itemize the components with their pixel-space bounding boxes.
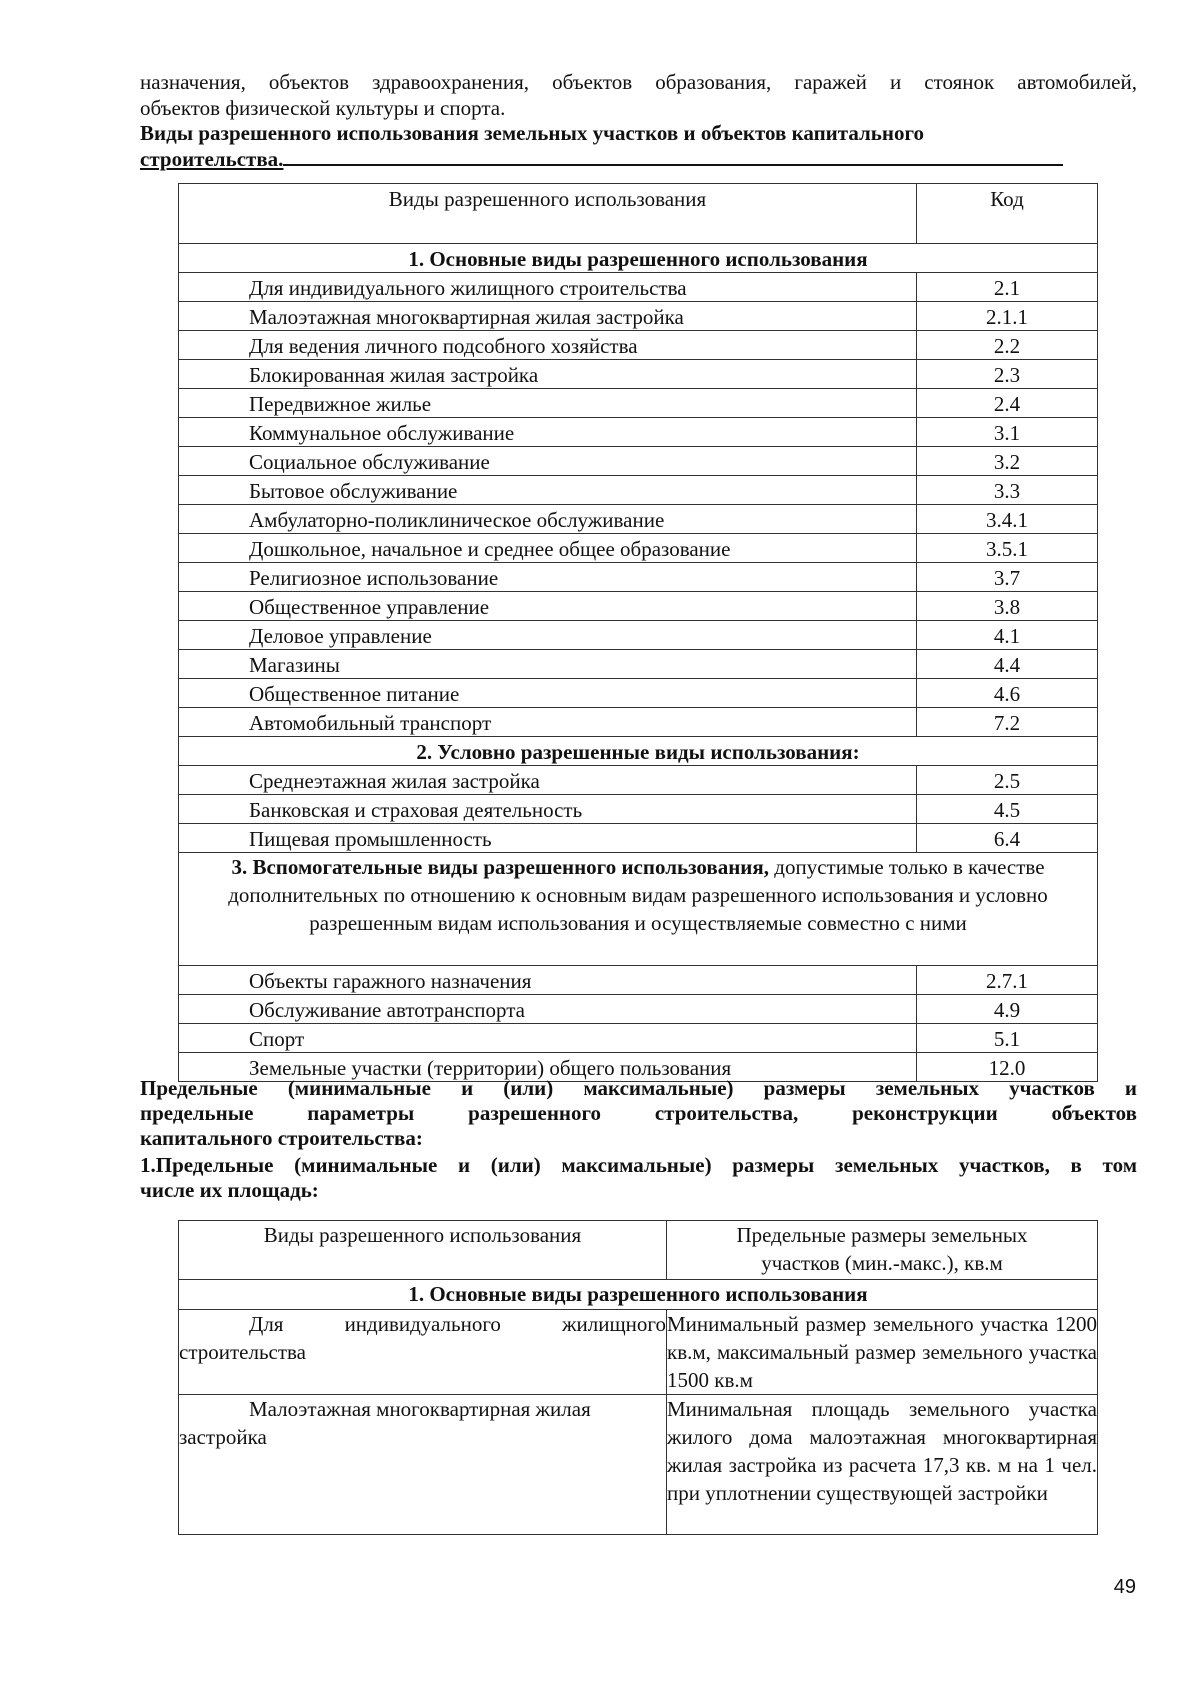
- column-header-uses: Виды разрешенного использования: [179, 184, 917, 244]
- heading-underline-fill: [283, 146, 1063, 166]
- use-code: 6.4: [917, 824, 1098, 853]
- section-title-main: 1. Основные виды разрешенного использования: [179, 244, 1098, 273]
- use-name: Для индивидуального жилищного строительства: [179, 1310, 667, 1395]
- table-row: [179, 621, 1098, 650]
- use-name: Банковская и страховая деятельность: [179, 795, 917, 824]
- permitted-uses-table: [178, 183, 1098, 1082]
- table-header-row: [179, 1221, 1098, 1280]
- table-row: [179, 795, 1098, 824]
- use-name: Магазины: [179, 650, 917, 679]
- use-code: 2.1.1: [917, 302, 1098, 331]
- use-name: Пищевая промышленность: [179, 824, 917, 853]
- use-code: 3.3: [917, 476, 1098, 505]
- section-row-main: [179, 1280, 1098, 1310]
- page-number: 49: [1113, 1576, 1136, 1598]
- table-header-row: [179, 184, 1098, 244]
- use-name: Бытовое обслуживание: [179, 476, 917, 505]
- table-row: [179, 418, 1098, 447]
- heading-permitted-uses-line-1: Виды разрешенного использования земельных участков и объектов капитального: [140, 121, 925, 145]
- use-code: 4.5: [917, 795, 1098, 824]
- section-title-auxiliary-rest: допустимые только в качестве дополнительных по отношению к основным видам разрешенного использования и условно разрешенным видам использования и осуществляемые совместно с ними: [228, 855, 1048, 935]
- use-code: 5.1: [917, 1024, 1098, 1053]
- table-row: [179, 389, 1098, 418]
- table-row: [179, 592, 1098, 621]
- intro-line-2: объектов физической культуры и спорта.: [140, 96, 506, 120]
- column-header-sizes-line-1: Предельные размеры земельных: [736, 1223, 1028, 1247]
- section-title-auxiliary-bold: 3. Вспомогательные виды разрешенного использования,: [231, 855, 770, 879]
- use-name: Деловое управление: [179, 621, 917, 650]
- use-code: 3.2: [917, 447, 1098, 476]
- plot-sizes-table: [178, 1220, 1098, 1535]
- use-code: 3.1: [917, 418, 1098, 447]
- table-row: [179, 679, 1098, 708]
- heading-plot-sizes-line-1: 1.Предельные (минимальные и (или) максимальные) размеры земельных участков, в том: [140, 1153, 1137, 1177]
- use-code: 4.4: [917, 650, 1098, 679]
- column-header-uses: Виды разрешенного использования: [179, 1221, 667, 1280]
- section-row-conditional: [179, 737, 1098, 766]
- section-row-auxiliary: [179, 853, 1098, 966]
- use-code: 2.2: [917, 331, 1098, 360]
- heading-plot-sizes-line-2: числе их площадь:: [140, 1178, 319, 1202]
- section-title-main: 1. Основные виды разрешенного использования: [179, 1280, 1098, 1310]
- column-header-sizes-line-2: участков (мин.-макс.), кв.м: [761, 1251, 1003, 1275]
- use-code: 4.9: [917, 995, 1098, 1024]
- use-name: Общественное питание: [179, 679, 917, 708]
- use-name: Земельные участки (территории) общего пользования: [179, 1053, 917, 1082]
- use-name: Дошкольное, начальное и среднее общее образование: [179, 534, 917, 563]
- use-name: Общественное управление: [179, 592, 917, 621]
- column-header-sizes: [667, 1221, 1098, 1280]
- use-name: Амбулаторно-поликлиническое обслуживание: [179, 505, 917, 534]
- use-code: 3.4.1: [917, 505, 1098, 534]
- table-row: [179, 708, 1098, 737]
- use-name: Социальное обслуживание: [179, 447, 917, 476]
- use-code: 2.1: [917, 273, 1098, 302]
- use-code: 4.1: [917, 621, 1098, 650]
- use-code: 12.0: [917, 1053, 1098, 1082]
- use-code: 3.7: [917, 563, 1098, 592]
- table-row: [179, 302, 1098, 331]
- table-row: [179, 447, 1098, 476]
- use-name: Религиозное использование: [179, 563, 917, 592]
- use-name: Для ведения личного подсобного хозяйства: [179, 331, 917, 360]
- table-row: [179, 505, 1098, 534]
- use-name: Среднеэтажная жилая застройка: [179, 766, 917, 795]
- use-name: Малоэтажная многоквартирная жилая застройка: [179, 1395, 667, 1535]
- use-name: Коммунальное обслуживание: [179, 418, 917, 447]
- use-code: 4.6: [917, 679, 1098, 708]
- table-row: [179, 1395, 1098, 1535]
- table-row: [179, 824, 1098, 853]
- use-code: 7.2: [917, 708, 1098, 737]
- plot-size-description: Минимальный размер земельного участка 1200 кв.м, максимальный размер земельного участка 1500 кв.м: [667, 1310, 1098, 1395]
- use-name: Автомобильный транспорт: [179, 708, 917, 737]
- use-code: 2.5: [917, 766, 1098, 795]
- heading-limits-line-1: Предельные (минимальные и (или) максимальные) размеры земельных участков и: [140, 1076, 1137, 1100]
- column-header-code: Код: [917, 184, 1098, 244]
- section-title-conditional: 2. Условно разрешенные виды использования:: [179, 737, 1098, 766]
- table-row: [179, 966, 1098, 995]
- use-code: 3.5.1: [917, 534, 1098, 563]
- table-row: [179, 534, 1098, 563]
- intro-line-1: назначения, объектов здравоохранения, объектов образования, гаражей и стоянок автомобилей,: [140, 70, 1137, 94]
- heading-limits-line-2: предельные параметры разрешенного строительства, реконструкции объектов: [140, 1101, 1137, 1125]
- use-name: Передвижное жилье: [179, 389, 917, 418]
- plot-size-description: Минимальная площадь земельного участка жилого дома малоэтажная многоквартирная жилая застройка из расчета 17,3 кв. м на 1 чел. при уплотнении существующей застройки: [667, 1395, 1098, 1535]
- use-name: Объекты гаражного назначения: [179, 966, 917, 995]
- table-row: [179, 650, 1098, 679]
- table-row: [179, 1024, 1098, 1053]
- table-row: [179, 360, 1098, 389]
- use-name: Малоэтажная многоквартирная жилая застройка: [179, 302, 917, 331]
- use-name: Блокированная жилая застройка: [179, 360, 917, 389]
- section-title-auxiliary: [179, 853, 1098, 966]
- use-name: Спорт: [179, 1024, 917, 1053]
- table-row: [179, 995, 1098, 1024]
- table-row: [179, 563, 1098, 592]
- heading-limits-line-3: капитального строительства:: [140, 1126, 423, 1150]
- table-row: [179, 476, 1098, 505]
- table-row: [179, 766, 1098, 795]
- heading-permitted-uses-text: строительства.: [140, 147, 284, 171]
- table-row: [179, 331, 1098, 360]
- table-row: [179, 273, 1098, 302]
- use-code: 3.8: [917, 592, 1098, 621]
- use-code: 2.4: [917, 389, 1098, 418]
- use-name: Обслуживание автотранспорта: [179, 995, 917, 1024]
- table-row: [179, 1310, 1098, 1395]
- section-row-main: [179, 244, 1098, 273]
- use-name: Для индивидуального жилищного строительства: [179, 273, 917, 302]
- use-code: 2.7.1: [917, 966, 1098, 995]
- use-code: 2.3: [917, 360, 1098, 389]
- heading-permitted-uses-line-2: [140, 146, 1137, 172]
